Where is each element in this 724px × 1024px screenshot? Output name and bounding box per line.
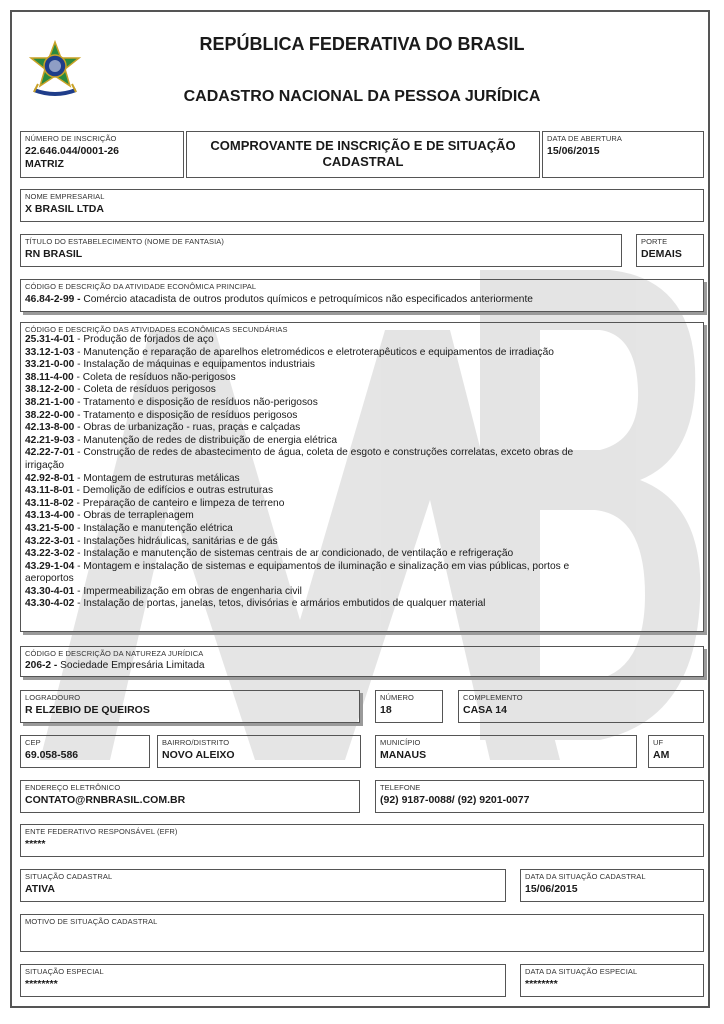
municipio-box <box>375 735 637 768</box>
situacao-especial-value: ******** <box>25 978 58 990</box>
secondary-activity-item: 43.30-4-01 - Impermeabilização em obras de engenharia civil <box>25 585 302 597</box>
numero-value: 18 <box>380 704 392 716</box>
efr-label: ENTE FEDERATIVO RESPONSÁVEL (EFR) <box>25 827 178 836</box>
secondary-activity-continuation: aeroportos <box>25 573 74 585</box>
secondary-activity-desc: Tratamento e disposição de resíduos não-perigosos <box>83 396 318 408</box>
nome-empresarial-label: NOME EMPRESARIAL <box>25 192 105 201</box>
secondary-activity-desc: Construção de redes de abastecimento de água, coleta de esgoto e construções correlatas, exceto obras de <box>83 447 574 459</box>
nome-empresarial-box <box>20 189 704 222</box>
natureza-desc: Sociedade Empresária Limitada <box>60 660 205 671</box>
data-situacao-value: 15/06/2015 <box>525 883 578 895</box>
complemento-value: CASA 14 <box>463 704 507 716</box>
secondary-activity-code: 42.21-9-03 <box>25 434 75 446</box>
secondary-activity-desc: Instalação e manutenção elétrica <box>83 522 233 534</box>
secondary-activity-item: 38.21-1-00 - Tratamento e disposição de resíduos não-perigosos <box>25 396 318 408</box>
secondary-activity-code: 25.31-4-01 <box>25 334 75 345</box>
situacao-especial-box <box>20 964 506 997</box>
natureza-code: 206-2 <box>25 660 52 671</box>
secondary-activity-code: 43.30-4-02 <box>25 598 75 610</box>
secondary-activity-item: 38.12-2-00 - Coleta de resíduos perigosos <box>25 384 216 396</box>
data-situacao-label: DATA DA SITUAÇÃO CADASTRAL <box>525 872 646 881</box>
data-situacao-especial-label: DATA DA SITUAÇÃO ESPECIAL <box>525 967 638 976</box>
secondary-activity-code: 42.13-8-00 <box>25 422 75 434</box>
secondary-activity-code: 43.13-4-00 <box>25 510 75 522</box>
secondary-activity-item: 38.11-4-00 - Coleta de resíduos não-perigosos <box>25 371 236 383</box>
uf-box <box>648 735 704 768</box>
porte-box <box>636 234 704 267</box>
numero-box <box>375 690 443 723</box>
secondary-activity-desc: Instalação e manutenção de sistemas centrais de ar condicionado, de ventilação e refrigeração <box>83 548 514 560</box>
natureza-value: 206-2 - Sociedade Empresária Limitada <box>25 660 205 671</box>
secondary-activity-desc: Coleta de resíduos perigosos <box>83 384 216 396</box>
secondary-activity-desc: Instalação de portas, janelas, tetos, divisórias e armários embutidos de qualquer material <box>83 598 486 610</box>
secondary-activity-item: 43.30-4-02 - Instalação de portas, janelas, tetos, divisórias e armários embutidos de qualquer material <box>25 598 486 610</box>
efr-box <box>20 824 704 857</box>
comprovante-box <box>186 131 540 178</box>
situacao-label: SITUAÇÃO CADASTRAL <box>25 872 113 881</box>
atividades-secundarias-list <box>25 334 699 611</box>
secondary-activity-desc: Obras de terraplenagem <box>83 510 194 522</box>
cep-value: 69.058-586 <box>25 749 79 761</box>
secondary-activity-item: 33.21-0-00 - Instalação de máquinas e equipamentos industriais <box>25 359 315 371</box>
secondary-activity-desc: Produção de forjados de aço <box>83 334 214 345</box>
secondary-activity-item: 43.29-1-04 - Montagem e instalação de sistemas e equipamentos de iluminação e sinalização em vias públicas, portos e <box>25 560 570 572</box>
nome-empresarial-value: X BRASIL LTDA <box>25 203 104 215</box>
uf-value: AM <box>653 749 670 761</box>
email-value: CONTATO@RNBRASIL.COM.BR <box>25 794 186 806</box>
inscricao-box <box>20 131 184 178</box>
inscricao-number: 22.646.044/0001-26 <box>25 145 120 157</box>
municipio-label: MUNICÍPIO <box>380 738 421 747</box>
situacao-value: ATIVA <box>25 883 55 895</box>
secondary-activity-code: 38.11-4-00 <box>25 371 74 383</box>
atividades-secundarias-box <box>20 322 704 632</box>
data-situacao-especial-box <box>520 964 704 997</box>
uf-label: UF <box>653 738 664 747</box>
bairro-box <box>157 735 361 768</box>
secondary-activity-desc: Manutenção e reparação de aparelhos eletromédicos e eletroterapêuticos e equipamentos de irradiação <box>83 346 554 358</box>
municipio-value: MANAUS <box>380 749 427 761</box>
bairro-label: BAIRRO/DISTRITO <box>162 738 230 747</box>
atividades-secundarias-label: CÓDIGO E DESCRIÇÃO DAS ATIVIDADES ECONÔMICAS SECUNDÁRIAS <box>25 325 288 334</box>
secondary-activity-item: 33.12-1-03 - Manutenção e reparação de aparelhos eletromédicos e eletroterapêuticos e equipamentos de irradiação <box>25 346 554 358</box>
titulo-label: TÍTULO DO ESTABELECIMENTO (NOME DE FANTASIA) <box>25 237 225 246</box>
secondary-activity-code: 43.11-8-02 <box>25 497 74 509</box>
bairro-value: NOVO ALEIXO <box>162 749 235 761</box>
secondary-activity-desc: Montagem e instalação de sistemas e equipamentos de iluminação e sinalização em vias públicas, portos e <box>83 560 570 572</box>
complemento-label: COMPLEMENTO <box>463 693 523 702</box>
inscricao-type: MATRIZ <box>25 158 64 170</box>
cep-box <box>20 735 150 768</box>
secondary-activity-code: 38.22-0-00 <box>25 409 75 421</box>
telefone-value: (92) 9187-0088/ (92) 9201-0077 <box>380 794 530 806</box>
secondary-activity-desc: Demolição de edifícios e outras estruturas <box>82 485 274 497</box>
secondary-activity-item: 42.21-9-03 - Manutenção de redes de distribuição de energia elétrica <box>25 434 338 446</box>
secondary-activity-code: 33.21-0-00 <box>25 359 75 371</box>
secondary-activity-item: 43.11-8-01 - Demolição de edifícios e outras estruturas <box>25 485 274 497</box>
secondary-activity-desc: Tratamento e disposição de resíduos perigosos <box>83 409 298 421</box>
telefone-label: TELEFONE <box>380 783 421 792</box>
titulo-value: RN BRASIL <box>25 248 83 260</box>
atividade-principal-code: 46.84-2-99 <box>25 294 75 305</box>
atividade-principal-box <box>20 279 704 312</box>
secondary-activity-desc: Instalação de máquinas e equipamentos industriais <box>83 359 315 371</box>
secondary-activity-item: 43.22-3-01 - Instalações hidráulicas, sanitárias e de gás <box>25 535 278 547</box>
secondary-activity-code: 42.22-7-01 <box>25 447 75 459</box>
secondary-activity-desc: Obras de urbanização - ruas, praças e calçadas <box>83 422 301 434</box>
logradouro-box <box>20 690 360 723</box>
secondary-activity-desc: Impermeabilização em obras de engenharia civil <box>83 585 302 597</box>
secondary-activity-continuation: irrigação <box>25 459 65 471</box>
telefone-box <box>375 780 704 813</box>
data-situacao-box <box>520 869 704 902</box>
secondary-activity-code: 43.21-5-00 <box>25 522 75 534</box>
secondary-activity-code: 43.11-8-01 <box>25 485 74 497</box>
secondary-activity-code: 43.30-4-01 <box>25 585 75 597</box>
situacao-box <box>20 869 506 902</box>
logradouro-value: R ELZEBIO DE QUEIROS <box>25 704 150 716</box>
secondary-activity-code: 43.22-3-01 <box>25 535 75 547</box>
secondary-activity-code: 38.21-1-00 <box>25 396 75 408</box>
complemento-box <box>458 690 704 723</box>
logradouro-label: LOGRADOURO <box>25 693 81 702</box>
secondary-activity-code: 42.92-8-01 <box>25 472 75 484</box>
motivo-box <box>20 914 704 952</box>
secondary-activity-item: 43.13-4-00 - Obras de terraplenagem <box>25 510 194 522</box>
secondary-activity-code: 38.12-2-00 <box>25 384 75 396</box>
atividade-principal-desc: Comércio atacadista de outros produtos químicos e petroquímicos não especificados anteriormente <box>83 294 533 305</box>
titulo-box <box>20 234 622 267</box>
data-situacao-especial-value: ******** <box>525 978 558 990</box>
secondary-activity-desc: Montagem de estruturas metálicas <box>83 472 240 484</box>
secondary-activity-desc: Manutenção de redes de distribuição de energia elétrica <box>83 434 338 446</box>
efr-value: ***** <box>25 838 46 850</box>
secondary-activity-desc: Instalações hidráulicas, sanitárias e de gás <box>83 535 278 547</box>
atividade-principal-label: CÓDIGO E DESCRIÇÃO DA ATIVIDADE ECONÔMICA PRINCIPAL <box>25 282 257 291</box>
cep-label: CEP <box>25 738 41 747</box>
secondary-activity-desc: Coleta de resíduos não-perigosos <box>82 371 236 383</box>
secondary-activity-code: 33.12-1-03 <box>25 346 75 358</box>
secondary-activity-item: 42.13-8-00 - Obras de urbanização - ruas, praças e calçadas <box>25 422 301 434</box>
email-label: ENDEREÇO ELETRÔNICO <box>25 783 121 792</box>
secondary-activity-item: 38.22-0-00 - Tratamento e disposição de resíduos perigosos <box>25 409 298 421</box>
abertura-box <box>542 131 704 178</box>
abertura-value: 15/06/2015 <box>547 145 600 157</box>
secondary-activity-item: 43.21-5-00 - Instalação e manutenção elétrica <box>25 522 233 534</box>
secondary-activity-item: 43.22-3-02 - Instalação e manutenção de sistemas centrais de ar condicionado, de ventilação e refrigeração <box>25 548 514 560</box>
page-subtitle: CADASTRO NACIONAL DA PESSOA JURÍDICA <box>183 88 541 105</box>
email-box <box>20 780 360 813</box>
porte-value: DEMAIS <box>641 248 682 260</box>
inscricao-label: NÚMERO DE INSCRIÇÃO <box>25 134 117 143</box>
comprovante-line2: CADASTRAL <box>322 154 404 169</box>
secondary-activity-item: 25.31-4-01 - Produção de forjados de aço <box>25 334 214 345</box>
page-title: REPÚBLICA FEDERATIVA DO BRASIL <box>199 34 525 54</box>
numero-label: NÚMERO <box>380 693 414 702</box>
motivo-label: MOTIVO DE SITUAÇÃO CADASTRAL <box>25 917 158 926</box>
comprovante-line1: COMPROVANTE DE INSCRIÇÃO E DE SITUAÇÃO <box>210 138 516 153</box>
natureza-box <box>20 646 704 677</box>
secondary-activity-code: 43.29-1-04 <box>25 560 75 572</box>
natureza-label: CÓDIGO E DESCRIÇÃO DA NATUREZA JURÍDICA <box>25 649 204 658</box>
secondary-activity-code: 43.22-3-02 <box>25 548 75 560</box>
atividade-principal-value: 46.84-2-99 - Comércio atacadista de outros produtos químicos e petroquímicos não especificados anteriormente <box>25 294 533 305</box>
situacao-especial-label: SITUAÇÃO ESPECIAL <box>25 967 104 976</box>
secondary-activity-item: 43.11-8-02 - Preparação de canteiro e limpeza de terreno <box>25 497 285 509</box>
secondary-activity-desc: Preparação de canteiro e limpeza de terreno <box>82 497 285 509</box>
porte-label: PORTE <box>641 237 668 246</box>
abertura-label: DATA DE ABERTURA <box>547 134 622 143</box>
secondary-activity-item: 42.92-8-01 - Montagem de estruturas metálicas <box>25 472 240 484</box>
secondary-activity-item: 42.22-7-01 - Construção de redes de abastecimento de água, coleta de esgoto e construções correlatas, exceto obras de <box>25 447 574 459</box>
